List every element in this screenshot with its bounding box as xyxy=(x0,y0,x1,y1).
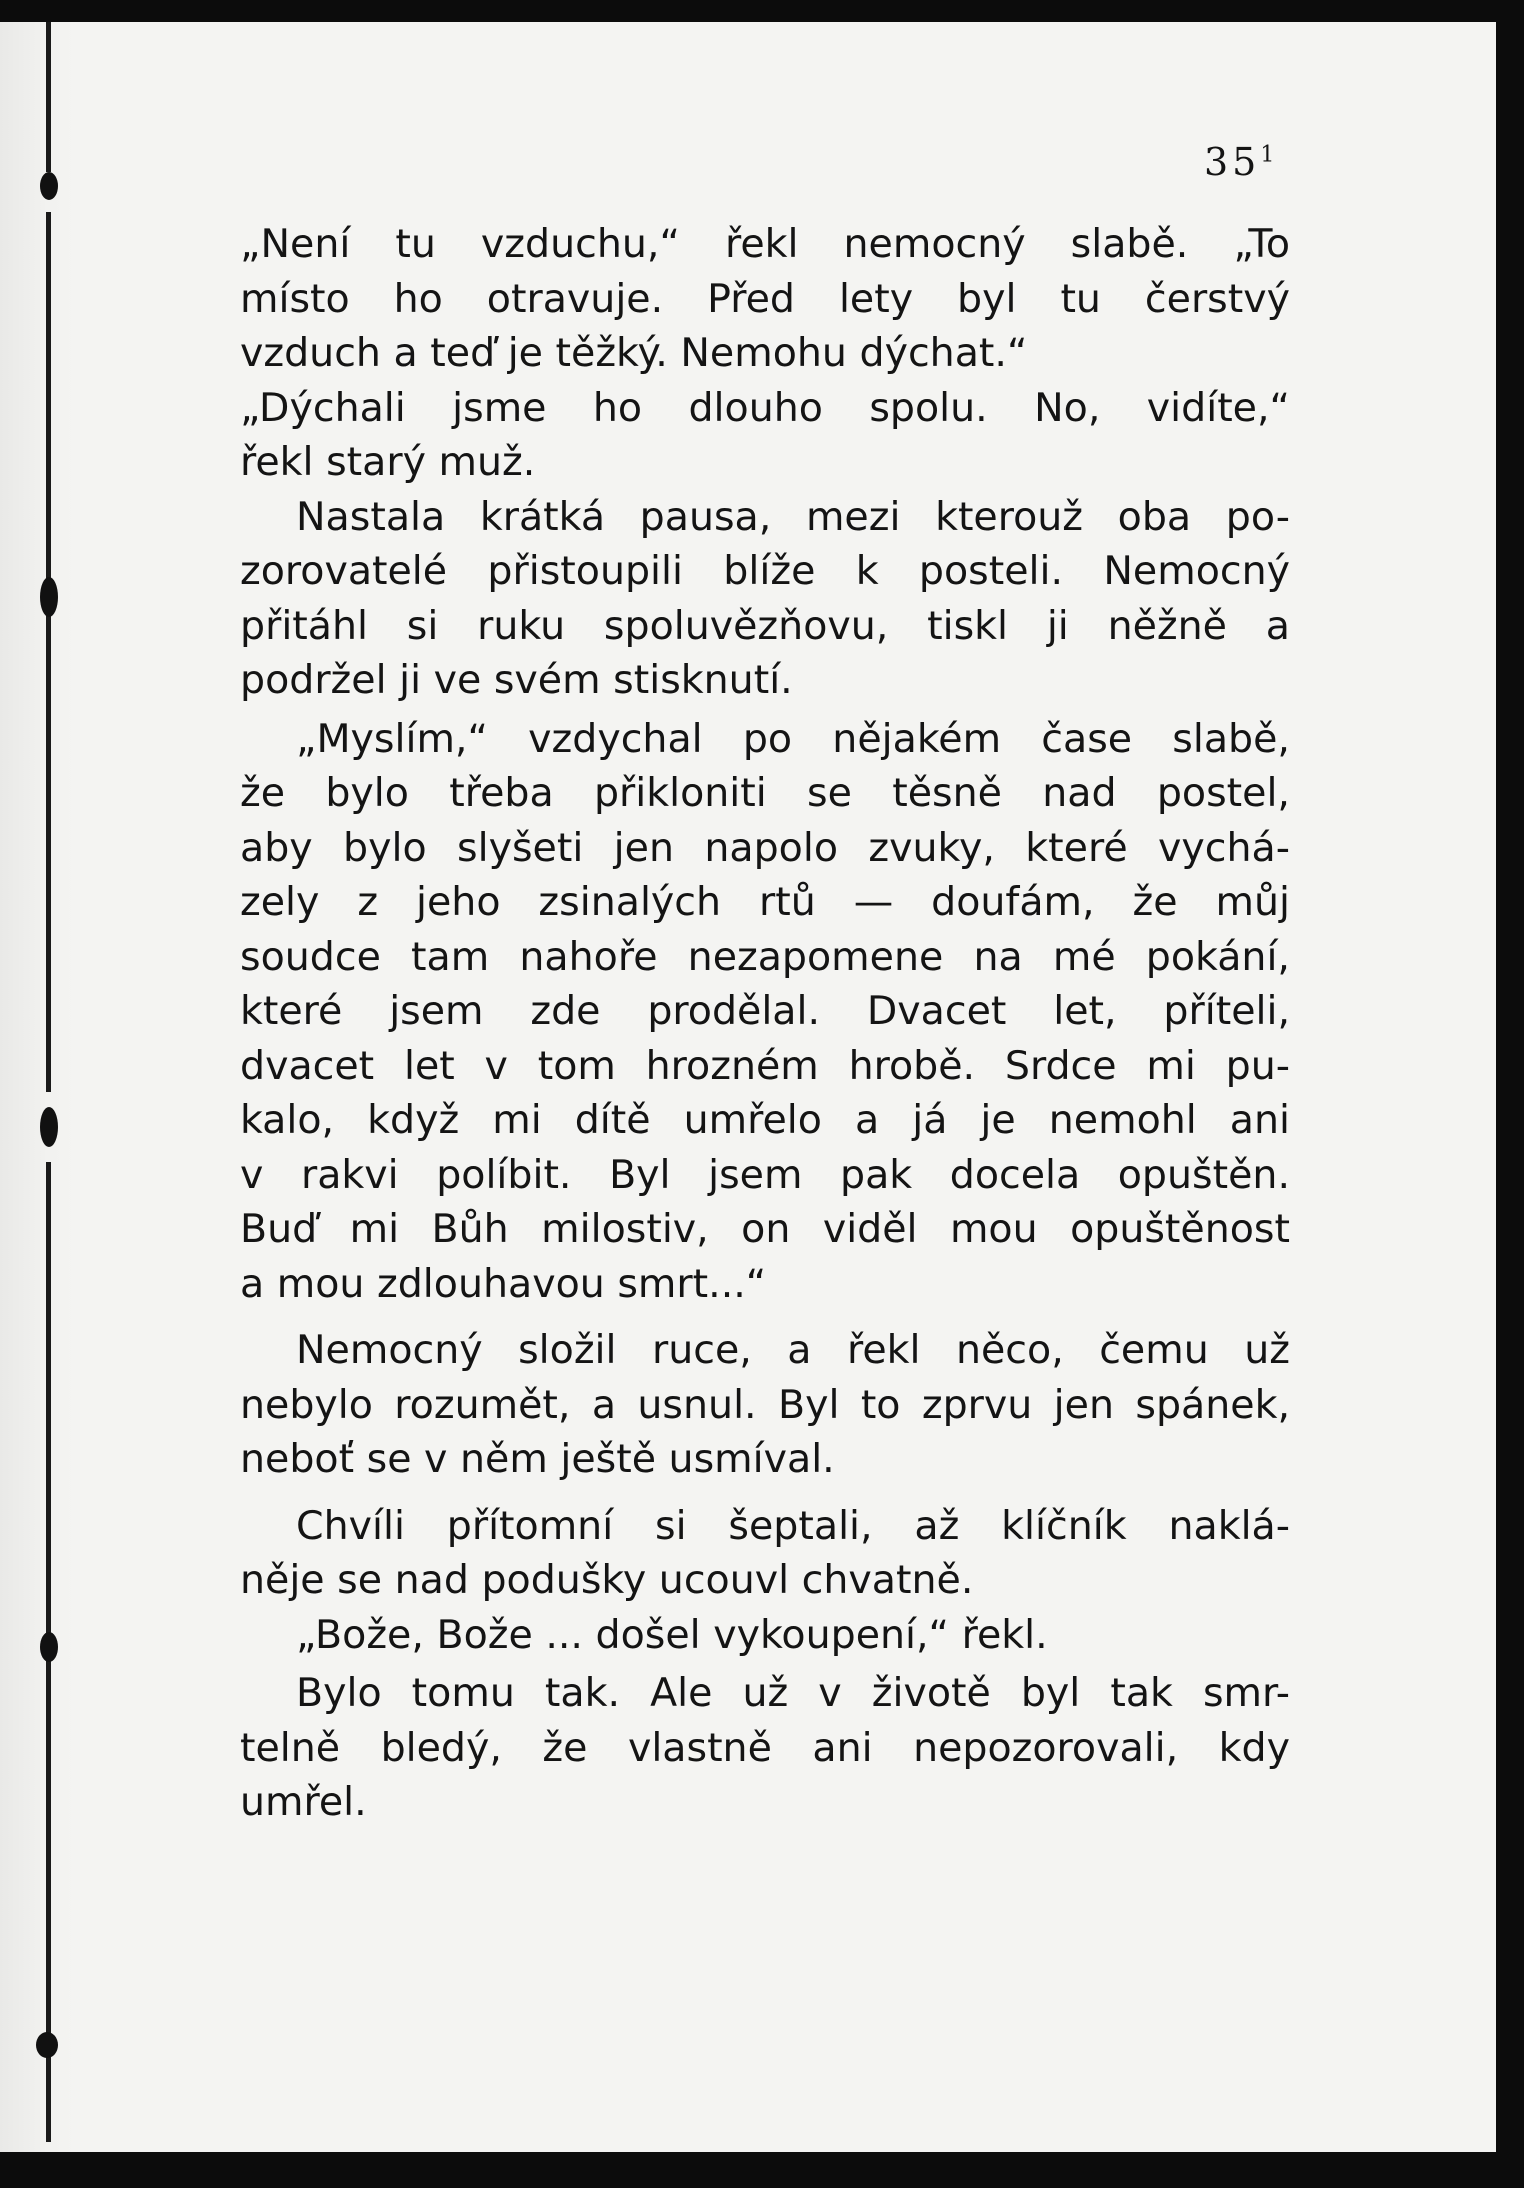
text-line: soudce tam nahoře nezapomene na mé pokání, xyxy=(240,933,1290,980)
binding-mark xyxy=(40,577,58,617)
text-line: Chvíli přítomní si šeptali, až klíčník naklá- xyxy=(296,1502,1290,1549)
text-line: přitáhl si ruku spoluvězňovu, tiskl ji něžně a xyxy=(240,602,1290,649)
text-line: „Není tu vzduchu,“ řekl nemocný slabě. „To xyxy=(240,221,1290,267)
text-line: Buď mi Bůh milostiv, on viděl mou opuštěnost xyxy=(240,1206,1290,1252)
text-line: a mou zdlouhavou smrt...“ xyxy=(240,1260,767,1307)
binding-mark xyxy=(40,1107,58,1147)
binding-mark xyxy=(40,172,58,200)
text-line: podržel ji ve svém stisknutí. xyxy=(240,657,793,703)
text-line: v rakvi políbit. Byl jsem pak docela opuštěn. xyxy=(240,1151,1290,1198)
text-line: „Myslím,“ vzdychal po nějakém čase slabě, xyxy=(296,715,1290,762)
binding-edge-line xyxy=(46,22,51,172)
page-number-superscript: 1 xyxy=(1260,142,1279,168)
text-line: které jsem zde prodělal. Dvacet let, příteli, xyxy=(240,988,1290,1034)
text-line: kalo, když mi dítě umřelo a já je nemohl ani xyxy=(240,1097,1290,1143)
text-line: Nastala krátká pausa, mezi kterouž oba po- xyxy=(296,493,1290,540)
binding-edge-line xyxy=(46,212,51,1092)
text-line: vzduch a teď je těžký. Nemohu dýchat.“ xyxy=(240,330,1028,376)
binding-mark xyxy=(36,2032,58,2058)
text-line: aby bylo slyšeti jen napolo zvuky, které vychá- xyxy=(240,824,1290,871)
page-number-digits: 35 xyxy=(1204,140,1261,184)
page-number xyxy=(1204,140,1278,184)
body-text xyxy=(240,217,1290,1830)
binding-gutter xyxy=(0,22,80,2152)
binding-mark xyxy=(40,1632,58,1662)
text-line: „Dýchali jsme ho dlouho spolu. No, vidíte,“ xyxy=(240,384,1290,431)
text-line: zorovatelé přistoupili blíže k posteli. Nemocný xyxy=(240,548,1290,594)
text-line: místo ho otravuje. Před lety byl tu čerstvý xyxy=(240,275,1290,322)
text-line: nebylo rozumět, a usnul. Byl to zprvu jen spánek, xyxy=(240,1381,1290,1428)
text-line: že bylo třeba přikloniti se těsně nad postel, xyxy=(240,770,1290,816)
text-line: umřel. xyxy=(240,1779,367,1825)
text-line: něje se nad podušky ucouvl chvatně. xyxy=(240,1557,974,1603)
text-line: zely z jeho zsinalých rtů — doufám, že můj xyxy=(240,879,1290,925)
text-line: Bylo tomu tak. Ale už v životě byl tak smr- xyxy=(296,1670,1290,1716)
text-line: telně bledý, že vlastně ani nepozorovali, kdy xyxy=(240,1724,1290,1771)
text-line: Nemocný složil ruce, a řekl něco, čemu už xyxy=(296,1327,1290,1373)
text-line: neboť se v něm ještě usmíval. xyxy=(240,1436,835,1482)
paper-sheet xyxy=(0,22,1496,2152)
text-line: dvacet let v tom hrozném hrobě. Srdce mi pu- xyxy=(240,1042,1290,1089)
text-line: „Bože, Bože ... došel vykoupení,“ řekl. xyxy=(296,1611,1048,1658)
text-line: řekl starý muž. xyxy=(240,439,536,485)
